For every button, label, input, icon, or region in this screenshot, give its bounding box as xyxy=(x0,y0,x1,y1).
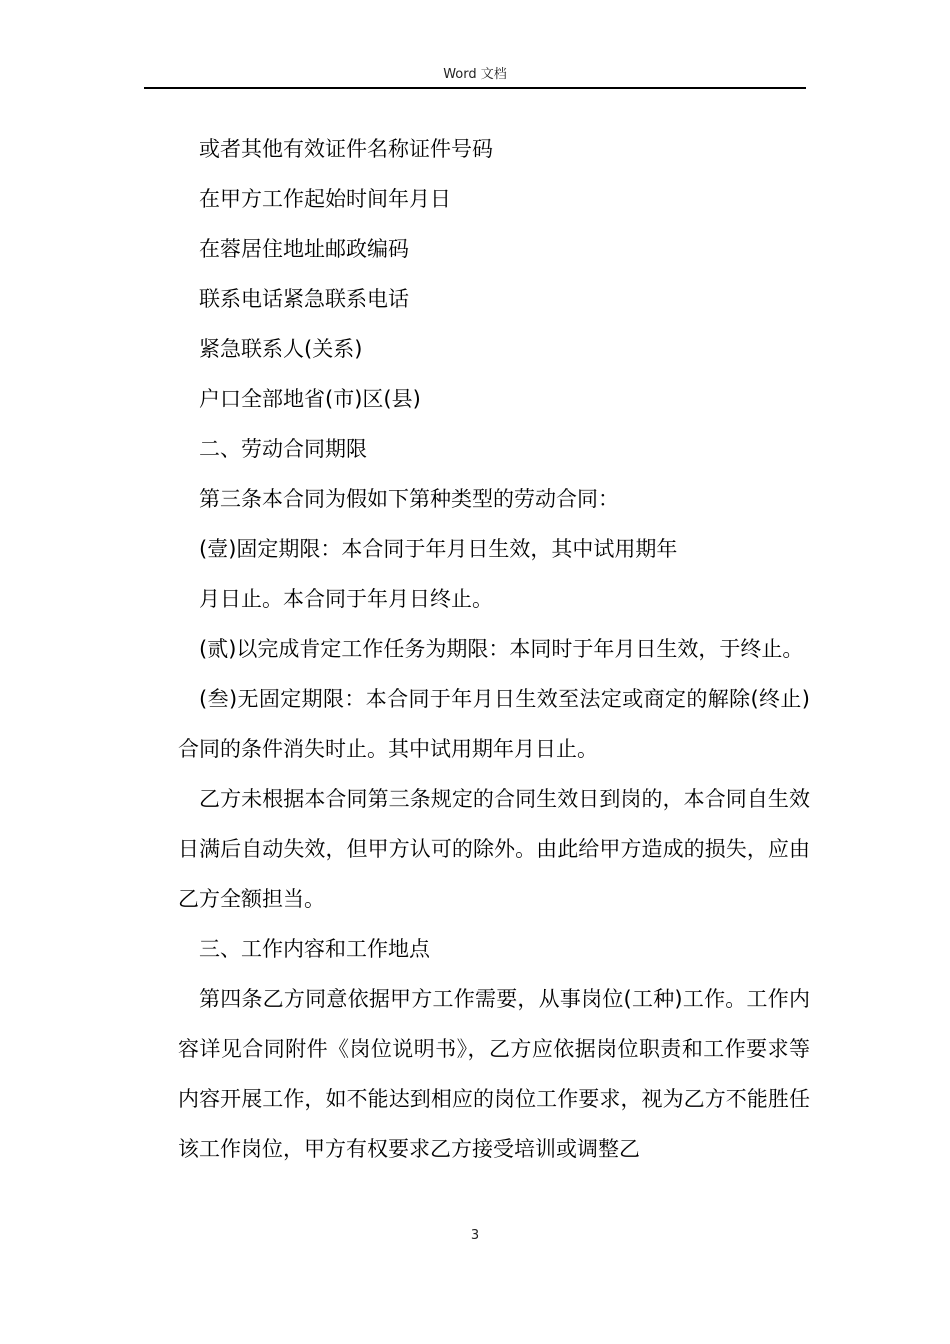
section-heading-contract-term: 二、劳动合同期限 xyxy=(199,437,367,461)
paragraph-fixed-term: (壹)固定期限：本合同于年月日生效，其中试用期年 xyxy=(199,537,678,561)
paragraph-article-four: 第四条乙方同意依据甲方工作需要，从事岗位(工种)工作。工作内容详见合同附件《岗位说明书》，乙方应依据岗位职责和工作要求等内容开展工作，如不能达到相应的岗位工作要求，视为乙方不能胜任该工作岗位，甲方有权要求乙方接受培训或调整乙 xyxy=(178,987,810,1161)
header-divider xyxy=(144,87,806,89)
section-heading-work-content: 三、工作内容和工作地点 xyxy=(199,937,430,961)
paragraph-fixed-term-end: 月日止。本合同于年月日终止。 xyxy=(199,587,493,611)
paragraph-phone: 联系电话紧急联系电话 xyxy=(199,287,409,311)
paragraph-emergency-contact: 紧急联系人(关系) xyxy=(199,337,363,361)
page-header-title: Word 文档 xyxy=(443,67,507,82)
document-body xyxy=(178,124,810,1174)
paragraph-start-date: 在甲方工作起始时间年月日 xyxy=(199,187,451,211)
paragraph-open-term: (叁)无固定期限：本合同于年月日生效至法定或商定的解除(终止)合同的条件消失时止。其中试用期年月日止。 xyxy=(178,687,810,761)
paragraph-household-registration: 户口全部地省(市)区(县) xyxy=(199,387,421,411)
page-number: 3 xyxy=(470,1228,480,1243)
paragraph-task-term: (贰)以完成肯定工作任务为期限：本同时于年月日生效，于终止。 xyxy=(199,637,804,661)
paragraph-failure-to-report: 乙方未根据本合同第三条规定的合同生效日到岗的，本合同自生效日满后自动失效，但甲方认可的除外。由此给甲方造成的损失，应由乙方全额担当。 xyxy=(178,787,810,911)
paragraph-address: 在蓉居住地址邮政编码 xyxy=(199,237,409,261)
paragraph-id-document: 或者其他有效证件名称证件号码 xyxy=(199,137,493,161)
paragraph-article-three: 第三条本合同为假如下第种类型的劳动合同： xyxy=(199,487,619,511)
